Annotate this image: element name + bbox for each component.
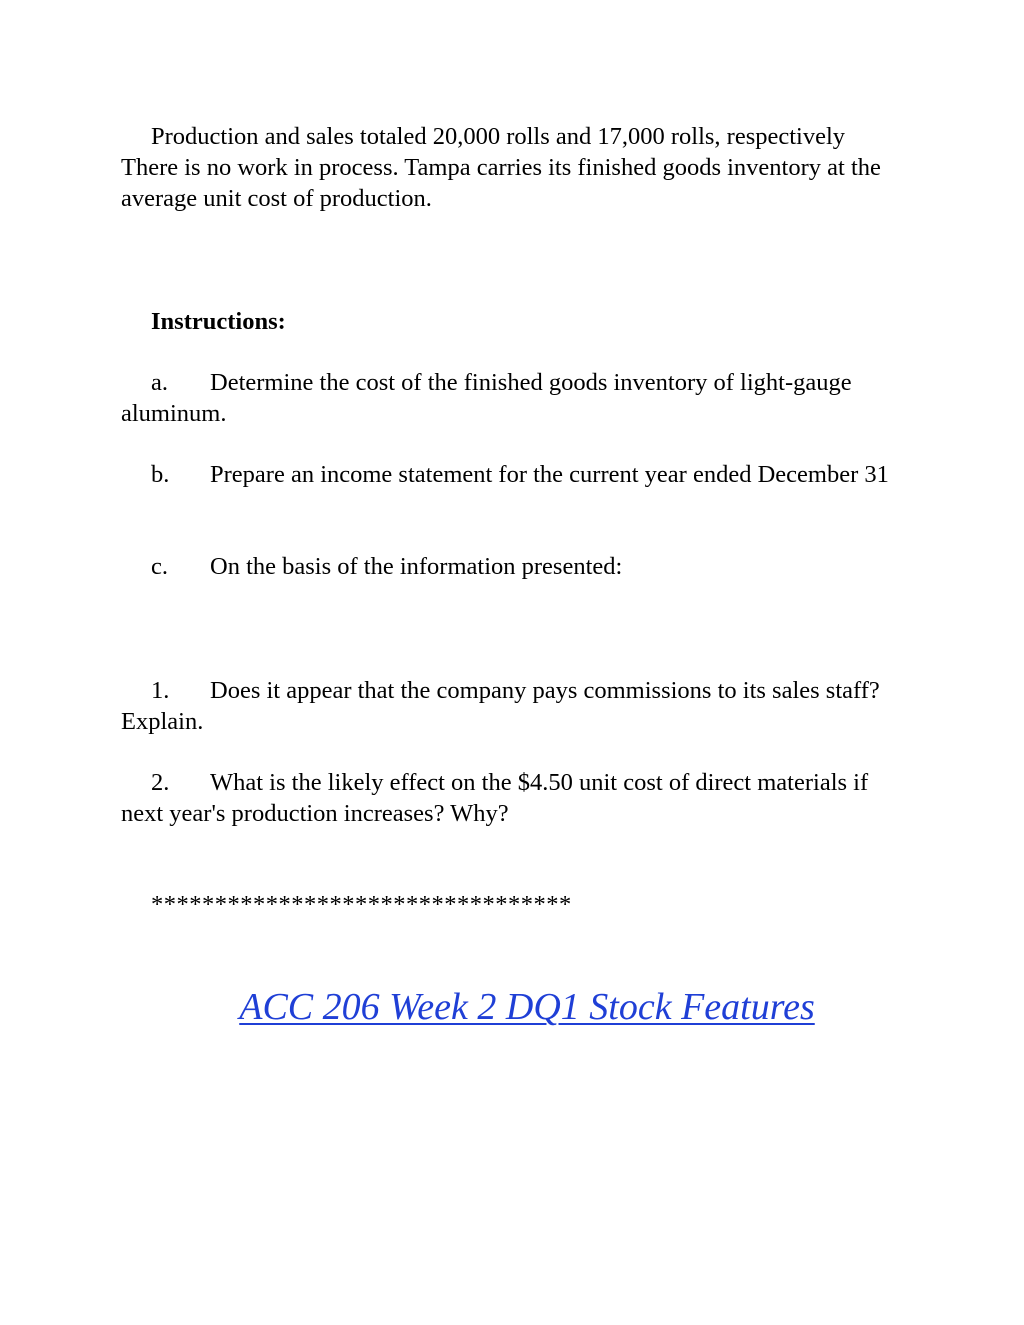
question-text: What is the likely effect on the $4.50 unit cost of direct materials if next year's production increases? Why? [121, 769, 869, 827]
question-text: Does it appear that the company pays commissions to its sales staff? Explain. [121, 677, 880, 735]
instruction-item-a [121, 367, 891, 429]
instruction-item-b [121, 459, 891, 490]
instruction-text: On the basis of the information presented: [210, 553, 623, 580]
instruction-marker: b. [151, 461, 170, 488]
instruction-marker: a. [151, 369, 168, 396]
separator-line: ********************************* [151, 891, 572, 918]
link-container [0, 983, 1024, 1031]
intro-paragraph: Production and sales totaled 20,000 rolls and 17,000 rolls, respectively There is no work in process. Tampa carries its finished goods inventory at the average unit cost of production. [121, 123, 881, 212]
instruction-marker: c. [151, 553, 168, 580]
question-marker: 1. [151, 677, 170, 704]
instruction-text: Prepare an income statement for the current year ended December 31 [210, 461, 889, 488]
question-item-1 [121, 675, 891, 737]
question-marker: 2. [151, 769, 170, 796]
acc206-link[interactable]: ACC 206 Week 2 DQ1 Stock Features [239, 986, 815, 1028]
instruction-text: Determine the cost of the finished goods inventory of light-gauge aluminum. [121, 369, 852, 427]
instruction-item-c [121, 551, 891, 582]
instructions-heading: Instructions: [151, 308, 286, 335]
question-item-2 [121, 767, 891, 829]
